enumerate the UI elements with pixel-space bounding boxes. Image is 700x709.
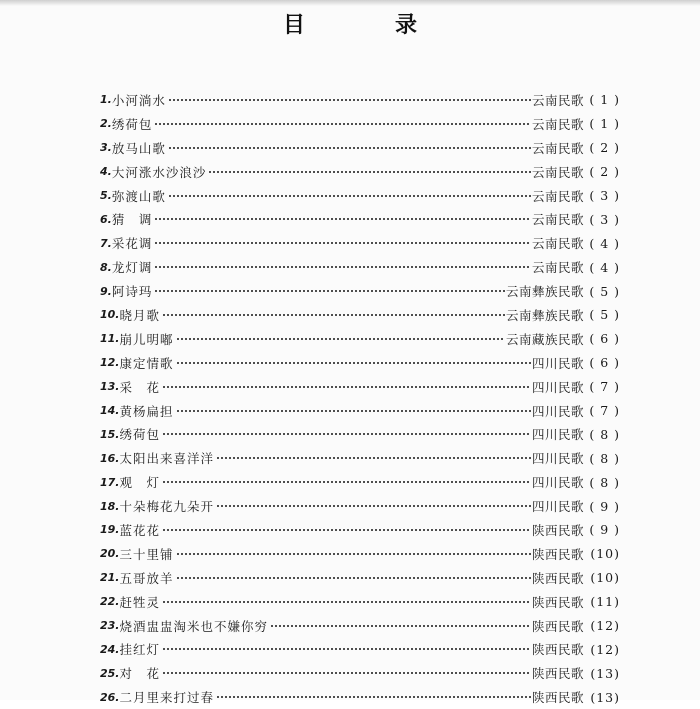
- toc-entry: [100, 518, 620, 542]
- entry-source: 陕西民歌: [531, 690, 584, 706]
- page-title: 目 录: [282, 12, 451, 38]
- entry-source: 陕西民歌: [531, 522, 584, 538]
- toc-entry: [100, 255, 620, 279]
- toc-entry: [100, 399, 620, 423]
- entry-number: 1.: [100, 93, 112, 107]
- entry-page-number: (10): [590, 546, 620, 562]
- entry-number: 11.: [100, 332, 120, 346]
- entry-title: 采花调: [111, 236, 153, 252]
- entry-source: 云南藏族民歌: [505, 331, 584, 347]
- entry-number: 12.: [100, 356, 120, 370]
- entry-source: 云南民歌: [531, 164, 584, 180]
- entry-number: 24.: [100, 642, 120, 656]
- entry-title: 太阳出来喜洋洋: [119, 451, 215, 467]
- entry-title: 放马山歌: [111, 140, 166, 156]
- entry-number: 3.: [100, 141, 112, 155]
- dot-leader: [176, 338, 505, 340]
- entry-number: 17.: [100, 475, 120, 489]
- toc-entry: [100, 637, 620, 661]
- toc-entry: [100, 184, 620, 208]
- toc-entry: [100, 231, 620, 255]
- entry-title: 观 灯: [119, 475, 161, 491]
- entry-page-number: ( 4 ): [589, 259, 620, 275]
- toc-entry: [100, 112, 620, 136]
- entry-source: 四川民歌: [531, 403, 584, 419]
- entry-number: 13.: [100, 380, 120, 394]
- entry-title: 采 花: [119, 379, 161, 395]
- toc-entry: [100, 614, 620, 638]
- entry-source: 四川民歌: [531, 427, 584, 443]
- dot-leader: [162, 529, 531, 531]
- dot-leader: [216, 696, 531, 698]
- entry-page-number: ( 6 ): [589, 331, 620, 347]
- table-of-contents: [100, 88, 620, 709]
- dot-leader: [208, 171, 531, 173]
- dot-leader: [176, 553, 531, 555]
- entry-number: 26.: [100, 690, 120, 704]
- entry-title: 崩儿明嘟: [119, 331, 174, 347]
- entry-number: 14.: [100, 404, 120, 418]
- entry-page-number: (12): [590, 618, 620, 634]
- entry-source: 云南彝族民歌: [505, 307, 584, 323]
- entry-page-number: ( 6 ): [589, 355, 620, 371]
- entry-title: 蓝花花: [119, 522, 161, 538]
- entry-page-number: ( 2 ): [589, 140, 620, 156]
- dot-leader: [154, 242, 531, 244]
- entry-title: 弥渡山歌: [111, 188, 166, 204]
- entry-title: 康定情歌: [119, 355, 174, 371]
- entry-title: 绣荷包: [111, 116, 153, 132]
- entry-source: 陕西民歌: [531, 618, 584, 634]
- entry-source: 陕西民歌: [531, 594, 584, 610]
- toc-entry: [100, 470, 620, 494]
- page-top-edge: [0, 0, 700, 6]
- toc-entry: [100, 494, 620, 518]
- entry-title: 三十里铺: [119, 546, 174, 562]
- entry-number: 4.: [100, 165, 112, 179]
- entry-source: 四川民歌: [531, 499, 584, 515]
- entry-page-number: ( 8 ): [589, 450, 620, 466]
- entry-source: 四川民歌: [531, 451, 584, 467]
- entry-number: 20.: [100, 547, 120, 561]
- entry-title: 挂红灯: [119, 642, 161, 658]
- dot-leader: [270, 625, 531, 627]
- entry-page-number: (13): [590, 689, 620, 705]
- entry-title: 对 花: [119, 666, 161, 682]
- toc-entry: [100, 160, 620, 184]
- entry-title: 绣荷包: [119, 427, 161, 443]
- entry-title: 阿诗玛: [111, 284, 153, 300]
- toc-entry: [100, 422, 620, 446]
- entry-source: 陕西民歌: [531, 546, 584, 562]
- entry-number: 6.: [100, 212, 112, 226]
- entry-number: 7.: [100, 236, 112, 250]
- toc-entry: [100, 685, 620, 709]
- entry-title: 赶牲灵: [119, 594, 161, 610]
- dot-leader: [154, 123, 531, 125]
- toc-entry: [100, 542, 620, 566]
- entry-number: 10.: [100, 308, 120, 322]
- dot-leader: [162, 648, 531, 650]
- entry-title: 五哥放羊: [119, 570, 174, 586]
- entry-number: 9.: [100, 284, 112, 298]
- dot-leader: [176, 362, 531, 364]
- entry-page-number: ( 1 ): [589, 116, 620, 132]
- toc-entry: [100, 279, 620, 303]
- entry-source: 云南民歌: [531, 260, 584, 276]
- entry-number: 2.: [100, 117, 112, 131]
- entry-number: 22.: [100, 595, 120, 609]
- entry-source: 云南民歌: [531, 236, 584, 252]
- toc-entry: [100, 327, 620, 351]
- dot-leader: [216, 457, 531, 459]
- dot-leader: [162, 672, 531, 674]
- entry-number: 21.: [100, 571, 120, 585]
- entry-source: 云南民歌: [531, 92, 584, 108]
- dot-leader: [162, 386, 531, 388]
- entry-page-number: ( 3 ): [589, 188, 620, 203]
- entry-number: 5.: [100, 189, 112, 202]
- toc-entry: [100, 375, 620, 399]
- toc-entry: [100, 207, 620, 231]
- entry-title: 晓月歌: [119, 307, 161, 323]
- toc-entry: [100, 446, 620, 470]
- entry-page-number: ( 8 ): [589, 474, 620, 490]
- entry-source: 四川民歌: [531, 475, 584, 491]
- entry-title: 十朵梅花九朵开: [119, 499, 215, 515]
- entry-page-number: ( 7 ): [589, 379, 620, 395]
- entry-source: 云南民歌: [531, 140, 584, 156]
- entry-source: 陕西民歌: [531, 666, 584, 682]
- entry-number: 16.: [100, 451, 120, 465]
- entry-page-number: ( 9 ): [589, 522, 620, 538]
- entry-page-number: (13): [590, 665, 620, 681]
- dot-leader: [154, 290, 505, 292]
- entry-title: 小河淌水: [111, 92, 166, 108]
- entry-source: 云南彝族民歌: [505, 284, 584, 300]
- entry-title: 龙灯调: [111, 260, 153, 276]
- entry-source: 云南民歌: [531, 116, 584, 132]
- dot-leader: [162, 314, 505, 316]
- dot-leader: [162, 433, 531, 435]
- toc-entry: [100, 303, 620, 327]
- entry-number: 8.: [100, 260, 112, 274]
- dot-leader: [154, 266, 531, 268]
- entry-page-number: ( 5 ): [589, 307, 620, 323]
- entry-number: 25.: [100, 666, 120, 680]
- entry-title: 二月里来打过春: [119, 690, 215, 706]
- entry-source: 陕西民歌: [531, 570, 584, 586]
- entry-source: 四川民歌: [531, 355, 584, 371]
- entry-page-number: ( 2 ): [589, 164, 620, 180]
- entry-number: 18.: [100, 499, 120, 513]
- toc-entry: [100, 136, 620, 160]
- dot-leader: [154, 218, 531, 220]
- dot-leader: [176, 577, 531, 579]
- entry-page-number: (11): [590, 594, 620, 610]
- entry-number: 15.: [100, 427, 120, 441]
- dot-leader: [168, 99, 531, 101]
- toc-entry: [100, 661, 620, 685]
- entry-number: 23.: [100, 619, 120, 633]
- entry-title: 烧酒盅盅淘米也不嫌你穷: [119, 618, 269, 634]
- toc-entry: [100, 351, 620, 375]
- dot-leader: [168, 195, 531, 197]
- entry-page-number: ( 3 ): [589, 211, 620, 227]
- entry-source: 四川民歌: [531, 379, 584, 395]
- entry-source: 陕西民歌: [531, 642, 584, 658]
- dot-leader: [168, 147, 531, 149]
- entry-page-number: ( 9 ): [589, 498, 620, 514]
- dot-leader: [176, 410, 531, 412]
- entry-page-number: (10): [590, 570, 620, 586]
- toc-entry: [100, 590, 620, 614]
- entry-page-number: ( 1 ): [589, 92, 620, 108]
- entry-page-number: ( 5 ): [589, 283, 620, 299]
- entry-title: 黄杨扁担: [119, 403, 174, 419]
- entry-page-number: ( 4 ): [589, 235, 620, 251]
- dot-leader: [216, 505, 531, 507]
- entry-title: 猜 调: [111, 212, 153, 228]
- entry-page-number: ( 8 ): [589, 426, 620, 442]
- dot-leader: [162, 481, 531, 483]
- entry-title: 大河涨水沙浪沙: [111, 164, 207, 180]
- toc-entry: [100, 566, 620, 590]
- entry-page-number: ( 7 ): [589, 403, 620, 419]
- entry-source: 云南民歌: [531, 212, 584, 228]
- entry-source: 云南民歌: [531, 188, 584, 204]
- entry-number: 19.: [100, 523, 120, 537]
- toc-entry: [100, 88, 620, 112]
- entry-page-number: (12): [590, 641, 620, 657]
- dot-leader: [162, 601, 531, 603]
